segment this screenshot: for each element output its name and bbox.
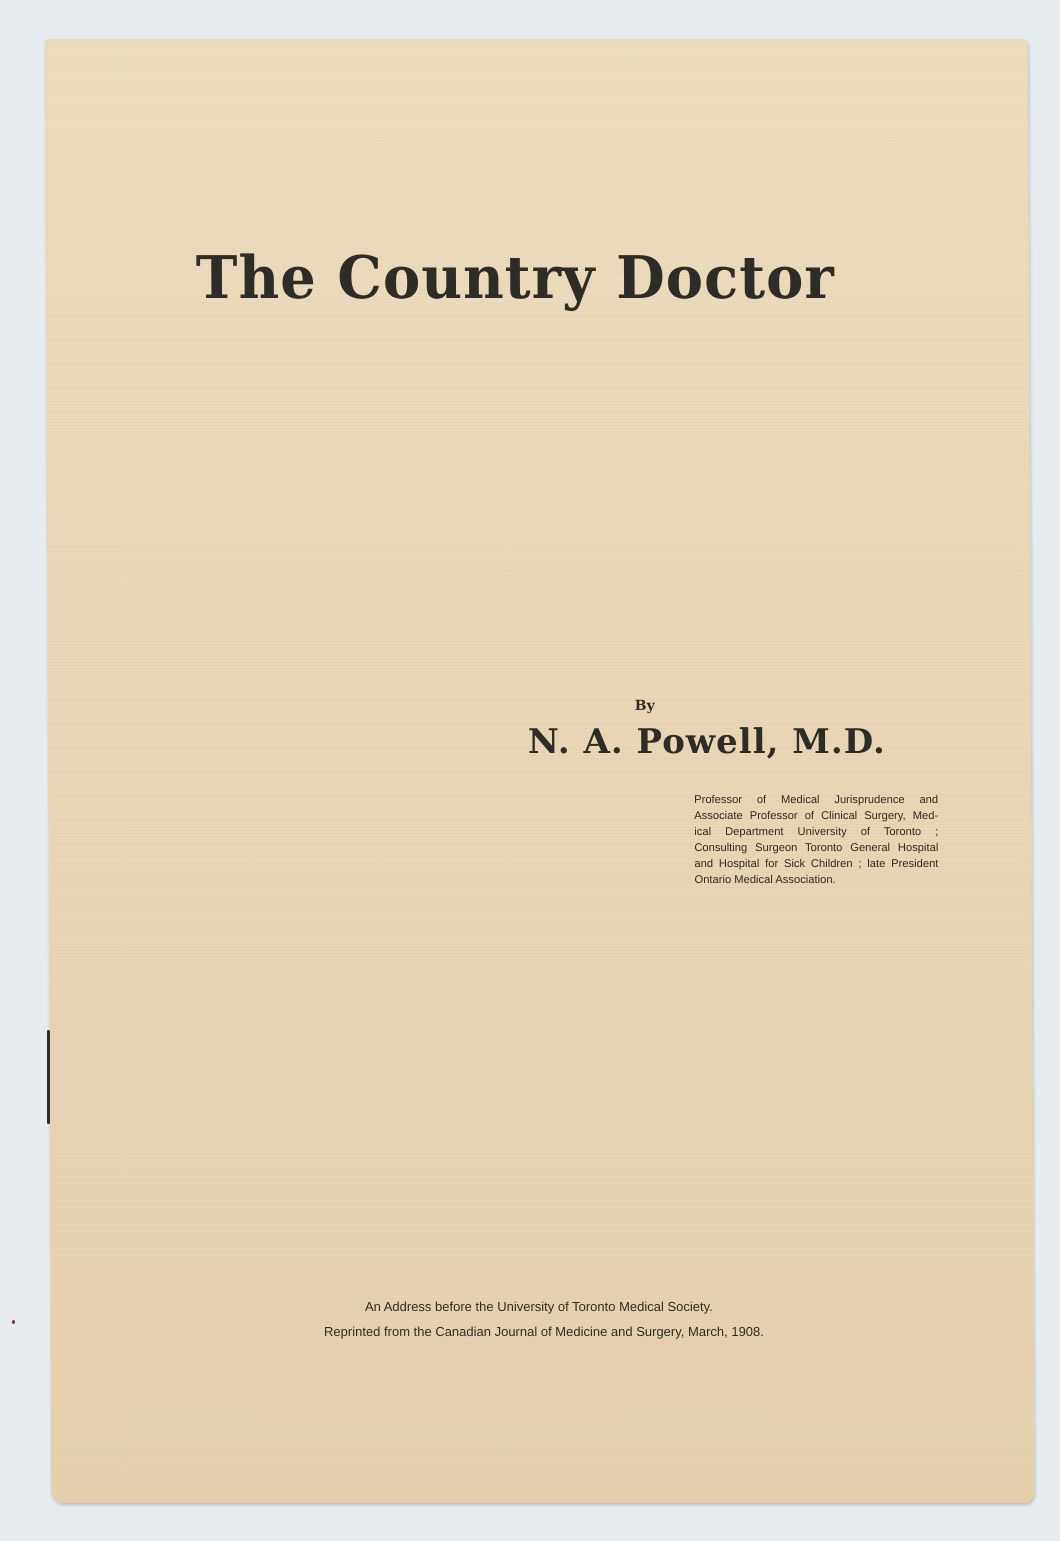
author-name: N. A. Powell, M.D.: [527, 722, 886, 762]
credentials-line: Associate Professor of Clinical Surgery, Med-: [694, 810, 939, 822]
reprint-note: Reprinted from the Canadian Journal of Medicine and Surgery, March, 1908.: [323, 1324, 764, 1339]
address-note: An Address before the University of Toronto Medical Society.: [364, 1299, 713, 1314]
credentials-line: Consulting Surgeon Toronto General Hospital: [694, 842, 939, 854]
credentials-line: Professor of Medical Jurisprudence and: [694, 794, 939, 806]
credentials-line: and Hospital for Sick Children ; late President: [694, 858, 939, 870]
dust-speck: [12, 1320, 15, 1324]
pamphlet-cover: [45, 39, 1034, 1503]
staple-icon: [47, 1030, 50, 1124]
credentials-line: Ontario Medical Association.: [694, 874, 836, 886]
publication-note: [50, 1294, 1033, 1344]
document-title: [46, 243, 1029, 312]
document-title-text: The Country Doctor: [195, 243, 836, 313]
credentials-line: ical Department University of Toronto ;: [694, 826, 939, 838]
author-credentials: [694, 792, 938, 888]
byline-prefix: By: [634, 698, 655, 714]
